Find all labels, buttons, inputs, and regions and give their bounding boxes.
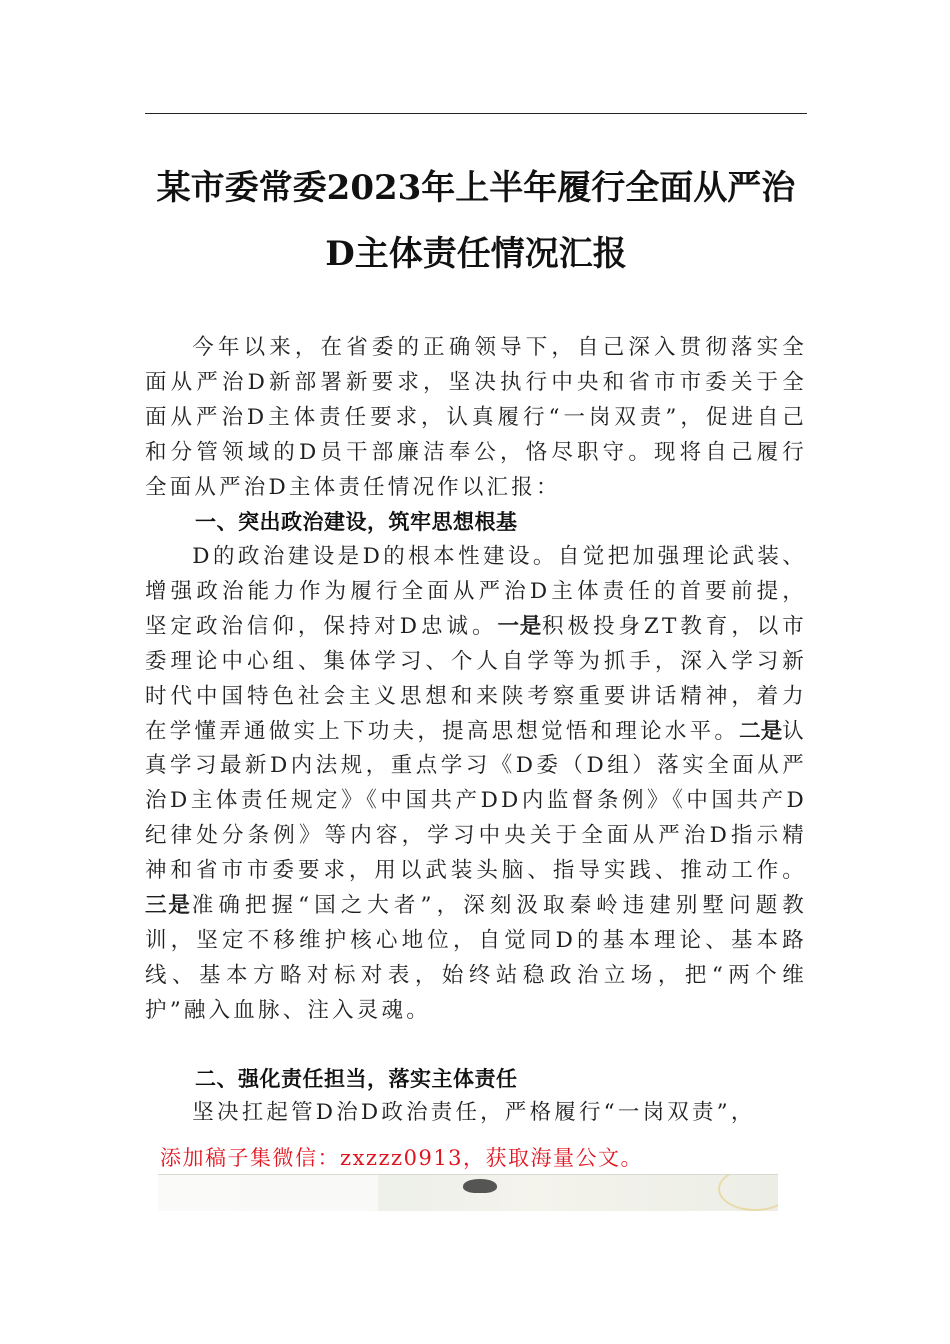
header-rule [145,113,807,114]
point-3-text: 准确把握“国之大者”，深刻汲取秦岭违建别墅问题教训，坚定不移维护核心地位，自觉同D的基本理论、基本路线、基本方略对标对表，始终站稳政治立场，把“两个维护”融入血脉、注入灵魂。 [145,893,807,1023]
banner-ink-icon [463,1179,497,1193]
banner-swirl-icon [718,1174,778,1211]
banner-fade [158,1175,378,1211]
intro-paragraph [145,331,807,506]
promo-text: 添加稿子集微信：zxzzz0913，获取海量公文。 [160,1146,644,1170]
marker-third: 三是 [145,893,192,919]
section-1-lead: D的政治建设是D的根本性建设。自觉把加强理论武装、增强政治能力作为履行全面从严治D主体责任的首要前提，坚定政治信仰，保持对D忠诚。 [145,544,807,639]
marker-first: 一是 [497,613,542,639]
point-2-text: 认真学习最新D内法规，重点学习《D委（D组）落实全面从严治D主体责任规定》《中国共产DD内监督条例》《中国共产D纪律处分条例》等内容，学习中央关于全面从严治D指示精神和省市市委要求，用以武装头脑、指导实践、推动工作。 [145,718,807,884]
marker-second: 二是 [739,718,783,744]
section-1-text [145,540,807,1029]
promo-banner-image [158,1174,778,1211]
document-title-line-2: D主体责任情况汇报 [325,234,627,274]
section-1-heading: 一、突出政治建设，筑牢思想根基 [195,510,518,534]
document-title-line-1: 某市委常委2023年上半年履行全面从严治 [156,168,796,208]
section-1-paragraph [145,540,807,1029]
section-2-text: 坚决扛起管D治D政治责任，严格履行“一岗双责”， [192,1100,756,1125]
intro-text: 今年以来，在省委的正确领导下，自己深入贯彻落实全面从严治D新部署新要求，坚决执行中央和省市市委关于全面从严治D主体责任要求，认真履行“一岗双责”，促进自己和分管领域的D员干部廉洁奉公，恪尽职守。现将自己履行全面从严治D主体责任情况作以汇报： [145,335,807,500]
section-2-heading: 二、强化责任担当，落实主体责任 [195,1067,518,1091]
section-2-paragraph [145,1096,807,1131]
point-1-text: 积极投身ZT教育，以市委理论中心组、集体学习、个人自学等为抓手，深入学习新时代中国特色社会主义思想和来陕考察重要讲话精神，着力在学懂弄通做实上下功夫，提高思想觉悟和理论水平。 [145,613,807,744]
